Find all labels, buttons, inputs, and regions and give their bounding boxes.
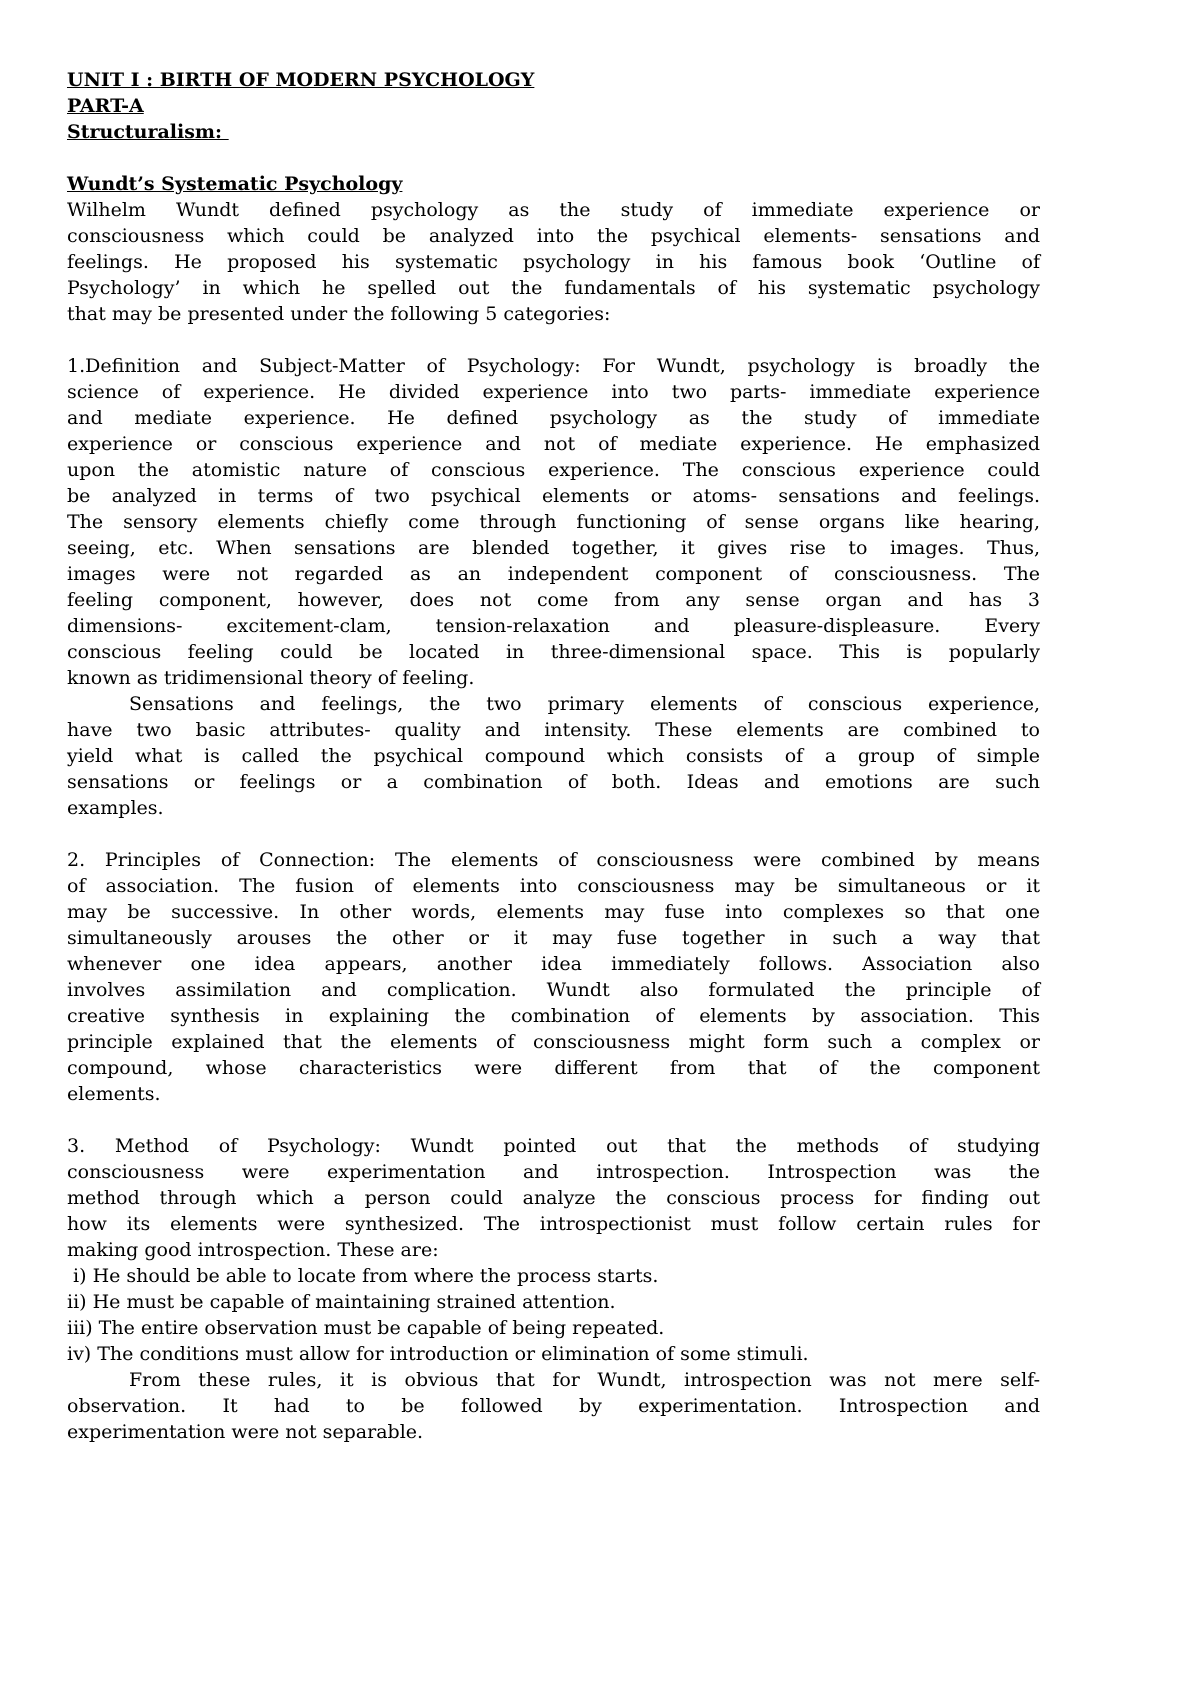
text-line: The sensory elements chiefly come through functioning of sense organs like hearing, xyxy=(67,511,1040,533)
paragraph xyxy=(67,847,1040,1107)
text-line: and mediate experience. He defined psychology as the study of immediate xyxy=(67,407,1040,429)
subsection-heading: Wundt’s Systematic Psychology xyxy=(67,173,403,195)
spacer xyxy=(67,821,1040,847)
text-line: have two basic attributes- quality and intensity. These elements are combined to xyxy=(67,719,1040,741)
text-line: sensations or feelings or a combination of both. Ideas and emotions are such xyxy=(67,771,1040,793)
spacer xyxy=(67,327,1040,353)
text-line: whenever one idea appears, another idea immediately follows. Association also xyxy=(67,953,1040,975)
text-line: principle explained that the elements of consciousness might form such a complex or xyxy=(67,1031,1040,1053)
text-line: creative synthesis in explaining the combination of elements by association. This xyxy=(67,1005,1040,1027)
text-line: yield what is called the psychical compound which consists of a group of simple xyxy=(67,745,1040,767)
paragraph xyxy=(67,197,1040,327)
text-line: 1.Definition and Subject-Matter of Psychology: For Wundt, psychology is broadly the xyxy=(67,355,1040,377)
text-line: iii) The entire observation must be capable of being repeated. xyxy=(67,1317,665,1339)
text-line: may be successive. In other words, elements may fuse into complexes so that one xyxy=(67,901,1040,923)
paragraph xyxy=(67,691,1040,821)
text-line: Psychology’ in which he spelled out the fundamentals of his systematic psychology xyxy=(67,277,1040,299)
document-page xyxy=(67,67,1040,1445)
text-line: of association. The fusion of elements into consciousness may be simultaneous or it xyxy=(67,875,1040,897)
text-line: how its elements were synthesized. The introspectionist must follow certain rules for xyxy=(67,1213,1040,1235)
text-line: science of experience. He divided experience into two parts- immediate experience xyxy=(67,381,1040,403)
text-line: experimentation were not separable. xyxy=(67,1421,424,1443)
spacer xyxy=(67,145,1040,171)
text-line: making good introspection. These are: xyxy=(67,1239,439,1261)
text-line: dimensions- excitement-clam, tension-relaxation and pleasure-displeasure. Every xyxy=(67,615,1040,637)
text-line: that may be presented under the following 5 categories: xyxy=(67,303,611,325)
paragraph xyxy=(67,1133,1040,1263)
text-line: Wilhelm Wundt defined psychology as the study of immediate experience or xyxy=(67,199,1040,221)
text-line: images were not regarded as an independent component of consciousness. The xyxy=(67,563,1040,585)
text-line: feelings. He proposed his systematic psychology in his famous book ‘Outline of xyxy=(67,251,1040,273)
text-line: experience or conscious experience and not of mediate experience. He emphasized xyxy=(67,433,1040,455)
text-line: upon the atomistic nature of conscious experience. The conscious experience could xyxy=(67,459,1040,481)
text-line: involves assimilation and complication. Wundt also formulated the principle of xyxy=(67,979,1040,1001)
text-line: seeing, etc. When sensations are blended together, it gives rise to images. Thus, xyxy=(67,537,1040,559)
text-line: consciousness which could be analyzed into the psychical elements- sensations and xyxy=(67,225,1040,247)
part-heading: PART-A xyxy=(67,95,144,117)
paragraph xyxy=(67,1263,1040,1367)
text-line: i) He should be able to locate from where the process starts. xyxy=(67,1265,659,1287)
text-line: simultaneously arouses the other or it may fuse together in such a way that xyxy=(67,927,1040,949)
text-line: iv) The conditions must allow for introduction or elimination of some stimuli. xyxy=(67,1343,809,1365)
text-line: known as tridimensional theory of feeling. xyxy=(67,667,475,689)
document-body xyxy=(67,197,1040,1445)
text-line: 2. Principles of Connection: The elements of consciousness were combined by means xyxy=(67,849,1040,871)
text-line: examples. xyxy=(67,797,164,819)
text-line: conscious feeling could be located in three-dimensional space. This is popularly xyxy=(67,641,1040,663)
paragraph xyxy=(67,353,1040,691)
text-line: ii) He must be capable of maintaining strained attention. xyxy=(67,1291,616,1313)
text-line: 3. Method of Psychology: Wundt pointed out that the methods of studying xyxy=(67,1135,1040,1157)
text-line: observation. It had to be followed by experimentation. Introspection and xyxy=(67,1395,1040,1417)
text-line: consciousness were experimentation and introspection. Introspection was the xyxy=(67,1161,1040,1183)
text-line: compound, whose characteristics were different from that of the component xyxy=(67,1057,1040,1079)
section-heading: Structuralism: xyxy=(67,121,229,143)
text-line: elements. xyxy=(67,1083,161,1105)
text-line: method through which a person could analyze the conscious process for finding out xyxy=(67,1187,1040,1209)
text-line: be analyzed in terms of two psychical elements or atoms- sensations and feelings. xyxy=(67,485,1040,507)
unit-title: UNIT I : BIRTH OF MODERN PSYCHOLOGY xyxy=(67,69,535,91)
text-line: From these rules, it is obvious that for Wundt, introspection was not mere self- xyxy=(129,1369,1040,1391)
paragraph xyxy=(67,1367,1040,1445)
text-line: Sensations and feelings, the two primary elements of conscious experience, xyxy=(129,693,1040,715)
text-line: feeling component, however, does not come from any sense organ and has 3 xyxy=(67,589,1040,611)
spacer xyxy=(67,1107,1040,1133)
